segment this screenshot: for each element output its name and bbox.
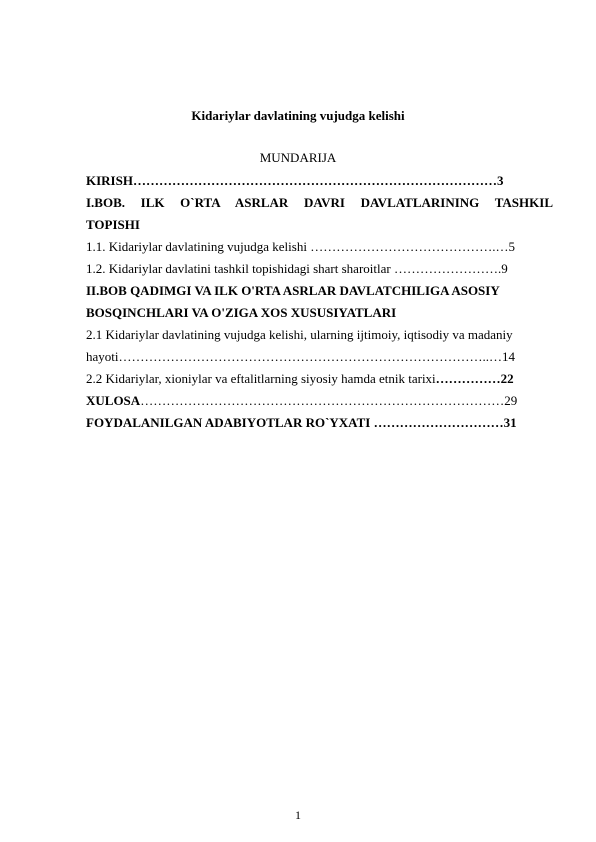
toc-entry-1-1: 1.1. Kidariylar davlatining vujudga kelishi …………………………………….…5 bbox=[86, 239, 515, 254]
contents-heading: MUNDARIJA bbox=[259, 150, 337, 165]
toc-entry-1-2: 1.2. Kidariylar davlatini tashkil topishidagi shart sharoitlar …………………….9 bbox=[86, 261, 508, 276]
toc-entry-2-2 bbox=[86, 368, 553, 390]
page-number: 1 bbox=[295, 808, 301, 822]
table-of-contents bbox=[86, 170, 553, 434]
toc-entry-chapter-2-cont: BOSQINCHLARI VA O'ZIGA XOS XUSUSIYATLARI bbox=[86, 305, 397, 320]
toc-entry-kirish: KIRISH…………………………………………………………………………3 bbox=[86, 173, 504, 188]
toc-entry-chapter-2: II.BOB QADIMGI VA ILK O'RTA ASRLAR DAVLATCHILIGA ASOSIY bbox=[86, 283, 500, 298]
toc-entry-2-1: 2.1 Kidariylar davlatining vujudga kelishi, ularning ijtimoiy, iqtisodiy va madaniy bbox=[86, 327, 513, 342]
toc-entry-chapter-1: I.BOB. ILK O`RTA ASRLAR DAVRI DAVLATLARINING TASHKIL bbox=[86, 195, 553, 210]
toc-entry-xulosa-dots: …………………………………………………………………………29 bbox=[140, 393, 518, 408]
toc-entry-chapter-1-cont: TOPISHI bbox=[86, 217, 140, 232]
toc-entry-xulosa bbox=[86, 390, 553, 412]
toc-entry-xulosa-label: XULOSA bbox=[86, 393, 141, 408]
toc-entry-2-2-text: 2.2 Kidariylar, xioniylar va eftalitlarning siyosiy hamda etnik tarixi bbox=[86, 371, 436, 386]
toc-entry-foydalanilgan: FOYDALANILGAN ADABIYOTLAR RO`YXATI …………………………31 bbox=[86, 415, 517, 430]
document-title: Kidariylar davlatining vujudga kelishi bbox=[191, 108, 405, 123]
toc-entry-2-2-dots: ……………22 bbox=[435, 371, 514, 386]
toc-entry-2-1-cont: hayoti…………………………………………………………………………..…14 bbox=[86, 349, 515, 364]
